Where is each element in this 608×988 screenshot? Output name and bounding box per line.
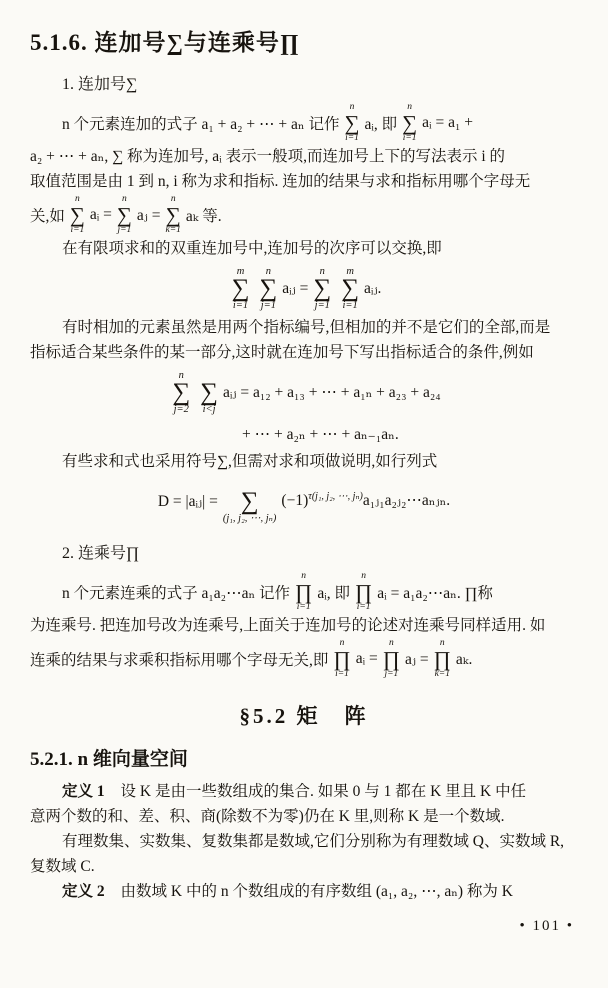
sigma-symbol: ∑	[231, 274, 250, 302]
number-fields-line-2: 复数域 C.	[30, 858, 95, 875]
section-heading-521: 5.2.1. n 维向量空间	[30, 749, 188, 770]
pi-symbol: ∏	[333, 647, 351, 671]
pi-symbol: ∏	[355, 580, 373, 604]
sigma-operator	[341, 266, 359, 311]
formula-conditional-sum-line-1	[30, 365, 578, 419]
lower-limit: j=1	[314, 299, 330, 311]
upper-limit: n	[265, 265, 271, 277]
upper-limit: n	[319, 265, 325, 277]
upper-limit: m	[346, 265, 354, 277]
lower-limit: j=1	[384, 669, 399, 679]
upper-limit: n	[361, 571, 367, 581]
lower-limit: i=1	[70, 225, 85, 235]
sigma-operator	[345, 102, 360, 144]
text-run: + ⋯ + a₂ₙ + ⋯ + aₙ₋₁aₙ.	[242, 425, 399, 443]
sigma-symbol: ∑	[116, 203, 132, 227]
pi-symbol: ∏	[295, 580, 313, 604]
sigma-symbol: ∑	[344, 111, 360, 135]
text-run: n 个元素连乘的式子 a₁a₂⋯aₙ 记作	[62, 585, 291, 602]
pi-symbol: ∏	[382, 647, 401, 671]
sigma-operator	[232, 266, 250, 311]
paragraph-3-line-1: 有时相加的元素虽然是用两个指标编号,但相加的并不是它们的全部,而是	[62, 319, 551, 336]
paragraph-5-line-2: 为连乘号. 把连加号改为连乘号,上面关于连加号的论述对连乘号同样适用. 如	[30, 617, 546, 634]
exponent: τ(j₁, j₂, ⋯, jₙ)	[308, 491, 363, 503]
lower-limit: i=1	[296, 602, 311, 612]
page-number: • 101 •	[519, 918, 574, 934]
text-run: aᵢ =	[89, 206, 112, 223]
pi-operator	[295, 571, 312, 613]
text-run: aⱼ =	[136, 206, 161, 224]
text-run: aⱼ =	[405, 650, 429, 668]
sigma-symbol: ∑	[240, 487, 259, 515]
sigma-operator	[166, 194, 181, 236]
upper-limit: n	[389, 638, 394, 648]
lower-limit: j=1	[260, 299, 276, 311]
upper-limit: n	[178, 369, 184, 381]
text-run: aᵢ, 即	[364, 116, 398, 133]
paragraph-1-line-1	[30, 102, 578, 144]
upper-limit: n	[75, 194, 80, 204]
lower-limit: j=2	[173, 403, 189, 415]
sigma-symbol: ∑	[402, 111, 418, 135]
lower-limit: i<j	[202, 403, 216, 415]
text-run: (−1)	[281, 492, 309, 510]
sigma-symbol: ∑	[341, 274, 360, 302]
upper-limit: m	[236, 265, 245, 277]
sigma-operator	[117, 194, 132, 236]
paragraph-1-line-4	[30, 194, 578, 236]
definition-1-line-1	[30, 779, 578, 804]
text-run: aᵢⱼ = a₁₂ + a₁₃ + ⋯ + a₁ₙ + a₂₃ + a₂₄	[222, 383, 441, 401]
sigma-symbol: ∑	[165, 203, 181, 227]
paragraph-4: 有些求和式也采用符号∑,但需对求和项做说明,如行列式	[62, 453, 438, 470]
lower-limit: k=1	[165, 225, 181, 235]
definition-2-line	[30, 879, 578, 904]
pi-symbol: ∏	[433, 647, 451, 671]
sigma-symbol: ∑	[259, 274, 278, 302]
definition-1-label: 定义 1	[62, 783, 105, 800]
text-run: 由数域 K 中的 n 个数组成的有序数组 (a₁, a₂, ⋯, aₙ) 称为 K	[120, 883, 514, 900]
text-run: 设 K 是由一些数组成的集合. 如果 0 与 1 都在 K 里且 K 中任	[120, 783, 527, 800]
subitem-2-heading: 2. 连乘号∏	[62, 545, 140, 562]
sigma-operator	[223, 479, 277, 524]
lower-limit: i=1	[342, 299, 358, 311]
sigma-operator	[313, 266, 331, 311]
paragraph-3-line-2: 指标适合某些条件的某一部分,这时就在连加号下写出指标适合的条件,例如	[30, 344, 534, 361]
sigma-operator	[172, 370, 190, 415]
text-run: aᵢ = a₁a₂⋯aₙ. ∏称	[377, 585, 493, 602]
sigma-symbol: ∑	[200, 378, 218, 406]
upper-limit: n	[407, 102, 413, 112]
paragraph-1-line-3: 取值范围是由 1 到 n, i 称为求和指标. 连加的结果与求和指标用哪个字母无	[30, 173, 531, 190]
section-heading-516: 5.1.6. 连加号∑与连乘号∏	[30, 30, 300, 55]
definition-1-line-2: 意两个数的和、差、积、商(除数不为零)仍在 K 里,则称 K 是一个数域.	[30, 808, 505, 825]
sigma-symbol: ∑	[313, 274, 332, 302]
text-run: n 个元素连加的式子 a₁ + a₂ + ⋯ + aₙ 记作	[62, 116, 340, 133]
signed-term	[281, 491, 450, 510]
sigma-operator	[70, 194, 85, 236]
sigma-operator	[402, 102, 417, 144]
pi-operator	[355, 571, 372, 613]
text-run: aᵢ, 即	[317, 585, 350, 602]
upper-limit: n	[339, 638, 345, 648]
lower-limit: (j₁, j₂, ⋯, jₙ)	[222, 512, 277, 524]
lower-limit: i=1	[356, 602, 371, 612]
sigma-symbol: ∑	[69, 203, 85, 227]
text-run: aₖ 等.	[185, 208, 222, 225]
text-run: 连乘的结果与求乘积指标用哪个字母无关,即	[30, 652, 329, 669]
text-run: aₖ.	[455, 650, 473, 668]
upper-limit: n	[170, 194, 176, 204]
formula-determinant	[30, 474, 578, 528]
upper-limit: n	[439, 638, 445, 648]
paragraph-1-line-2: a₂ + ⋯ + aₙ, ∑ 称为连加号, aᵢ 表示一般项,而连加号上下的写法表示 i 的	[30, 148, 505, 165]
text-run: aᵢⱼ =	[282, 279, 309, 297]
formula-conditional-sum-line-2	[30, 419, 578, 449]
paragraph-2: 在有限项求和的双重连加号中,连加号的次序可以交换,即	[62, 240, 442, 257]
text-run: a₁ⱼ₁a₂ⱼ₂⋯aₙⱼₙ.	[362, 492, 451, 510]
upper-limit: n	[301, 571, 307, 581]
lower-limit: k=1	[434, 669, 450, 679]
lower-limit: i=1	[335, 669, 349, 679]
text-run: D = |aᵢⱼ| =	[157, 492, 218, 510]
lower-limit: i=1	[232, 299, 249, 311]
pi-operator	[383, 638, 400, 680]
upper-limit: n	[349, 102, 355, 112]
subitem-1-heading: 1. 连加号∑	[62, 76, 138, 93]
formula-double-sum-exchange	[30, 261, 578, 315]
lower-limit: j=1	[117, 225, 132, 235]
text-run: 关,如	[30, 208, 65, 225]
definition-2-label: 定义 2	[62, 883, 105, 900]
upper-limit: n	[122, 194, 127, 204]
pi-operator	[333, 638, 350, 680]
text-run: aᵢⱼ.	[364, 279, 382, 297]
number-fields-line-1: 有理数集、实数集、复数集都是数域,它们分别称为有理数域 Q、实数域 R,	[62, 833, 565, 850]
pi-operator	[434, 638, 451, 680]
lower-limit: i=1	[345, 133, 359, 143]
section-heading-52: §5.2 矩 阵	[239, 704, 369, 728]
sigma-symbol: ∑	[172, 378, 191, 406]
paragraph-5-line-3	[30, 638, 578, 680]
text-run: aᵢ =	[355, 650, 378, 667]
sigma-operator	[200, 370, 218, 415]
text-run: aᵢ = a₁ +	[422, 114, 473, 131]
lower-limit: i=1	[402, 133, 417, 143]
sigma-operator	[259, 266, 277, 311]
paragraph-5-line-1	[30, 571, 578, 613]
